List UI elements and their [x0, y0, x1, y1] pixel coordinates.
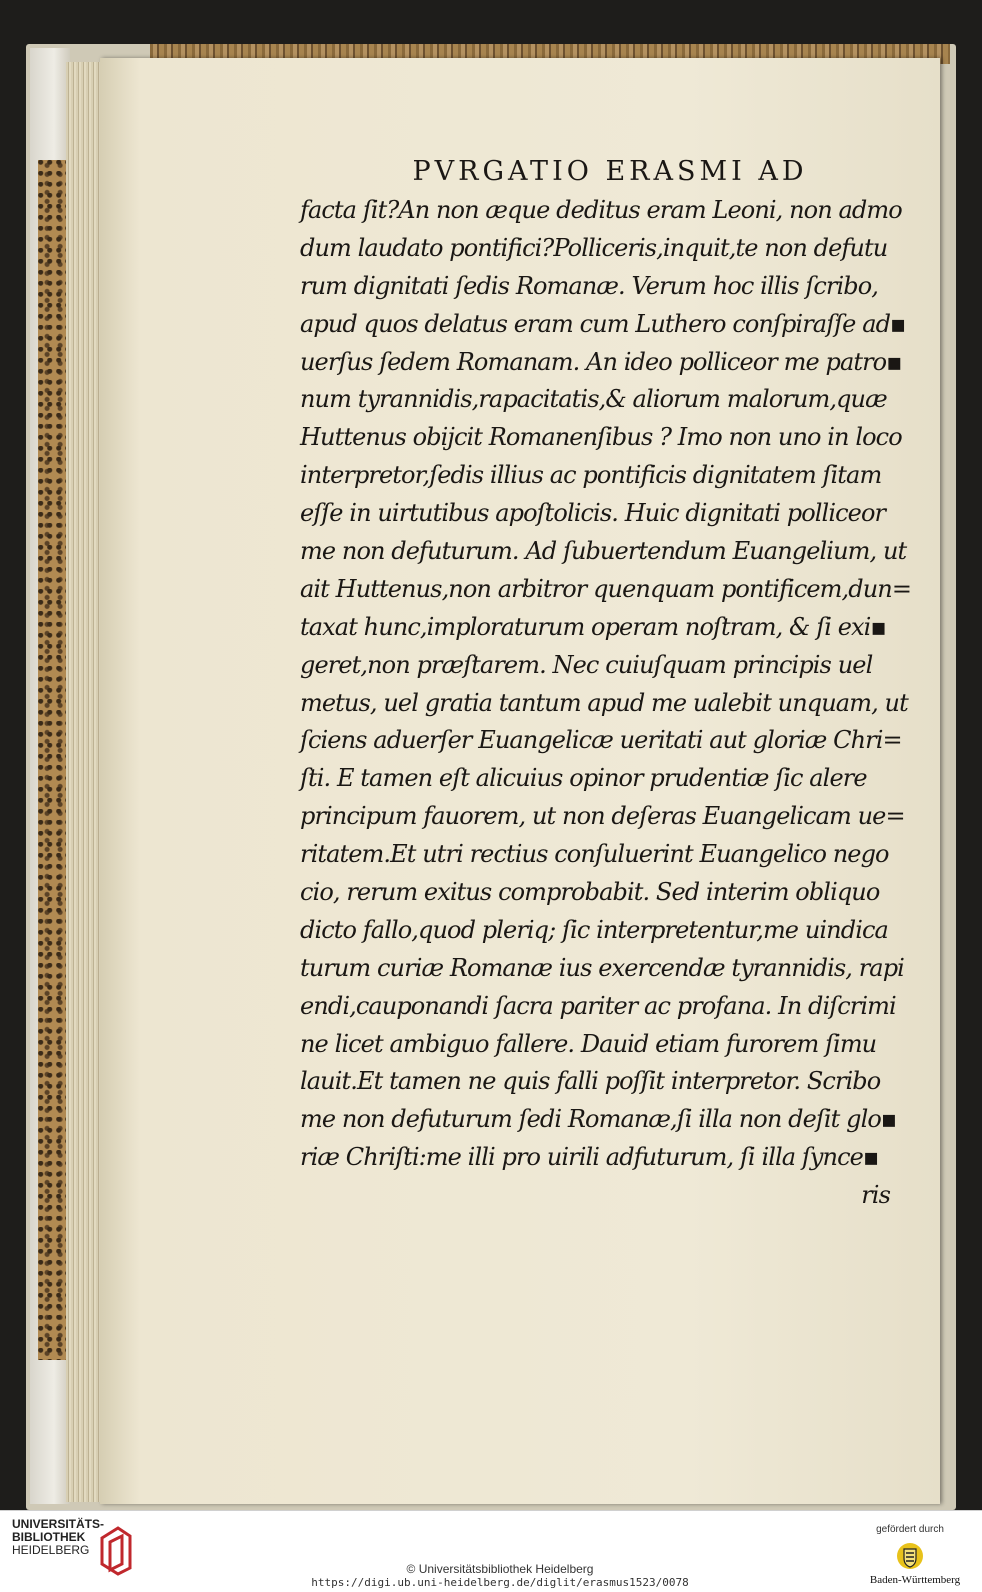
text-lines: [300, 192, 910, 1177]
permalink-url[interactable]: https://digi.ub.uni-heidelberg.de/diglit/erasmus1523/0078: [311, 1576, 689, 1589]
text-line: ritatem.Et utri rectius conſuluerint Euangelico nego: [300, 840, 889, 869]
text-line: interpretor,ſedis illius ac pontificis dignitatem ſitam: [300, 461, 882, 490]
library-line-3: HEIDELBERG: [12, 1543, 90, 1557]
text-line: eſſe in uirtutibus apoſtolicis. Huic dignitati polliceor: [300, 499, 886, 528]
text-line: ſti. E tamen eſt alicuius opinor prudentiæ ſic alere: [300, 764, 867, 793]
text-line: rum dignitati ſedis Romanæ. Verum hoc illis ſcribo,: [300, 271, 878, 300]
text-line: endi,cauponandi ſacra pariter ac profana. In diſcrimi: [300, 991, 896, 1020]
text-line: facta ſit?An non æque deditus eram Leoni, non admo: [300, 196, 902, 224]
text-line: ne licet ambiguo fallere. Dauid etiam furorem ſimu: [300, 1029, 877, 1058]
text-line: dicto fallo,quod pleriq; ſic interpretentur,me uindica: [300, 915, 888, 944]
text-line: lauit.Et tamen ne quis falli poſſit interpretor. Scribo: [300, 1067, 881, 1096]
baden-wuerttemberg-crest-icon[interactable]: [896, 1542, 924, 1570]
running-head: PVRGATIO ERASMI AD: [412, 156, 808, 187]
catchword: ris: [861, 1181, 890, 1210]
sponsor-label: gefördert durch: [876, 1524, 944, 1535]
text-line: uerſus ſedem Romanam. An ideo polliceor me patro▪: [300, 347, 902, 376]
text-line: ſciens aduerſer Euangelicæ ueritati aut gloriæ Chri=: [300, 726, 902, 755]
library-line-1: UNIVERSITÄTS-: [12, 1517, 105, 1531]
library-line-2: BIBLIOTHEK: [12, 1530, 86, 1544]
text-line: num tyrannidis,rapacitatis,& aliorum malorum,quæ: [300, 385, 887, 414]
text-line: metus, uel gratia tantum apud me ualebit unquam, ut: [300, 688, 908, 717]
text-line: geret,non præſtarem. Nec cuiuſquam principis uel: [300, 650, 873, 679]
ub-heidelberg-logo-icon[interactable]: [96, 1524, 136, 1576]
sponsor-name: Baden-Württemberg: [869, 1574, 961, 1586]
text-line: cio, rerum exitus comprobabit. Sed interim obliquo: [300, 878, 880, 907]
text-line: turum curiæ Romanæ ius exercendæ tyrannidis, rapi: [300, 953, 904, 982]
text-line: taxat hunc,imploraturum operam noſtram, & ſi exi▪: [300, 612, 886, 641]
text-line: riæ Chriſti:me illi pro uirili adfuturum, ſi illa ſynce▪: [300, 1143, 879, 1172]
text-line: me non defuturum. Ad ſubuertendum Euangelium, ut: [300, 537, 907, 566]
text-line: dum laudato pontifici?Polliceris,inquit,te non defutu: [300, 233, 888, 262]
page-text: [300, 152, 910, 1215]
text-line: ait Huttenus,non arbitror quenquam pontificem,dun=: [300, 574, 912, 603]
text-line: me non defuturum ſedi Romanæ,ſi illa non deſit glo▪: [300, 1105, 897, 1134]
text-line: apud quos delatus eram cum Luthero conſpiraſſe ad▪: [300, 309, 906, 338]
text-line: Huttenus obijcit Romanenſibus ? Imo non uno in loco: [300, 423, 902, 452]
copyright-notice: © Universitätsbibliothek Heidelberg: [406, 1562, 594, 1576]
text-line: principum fauorem, ut non deſeras Euangelicam ue=: [300, 802, 905, 831]
